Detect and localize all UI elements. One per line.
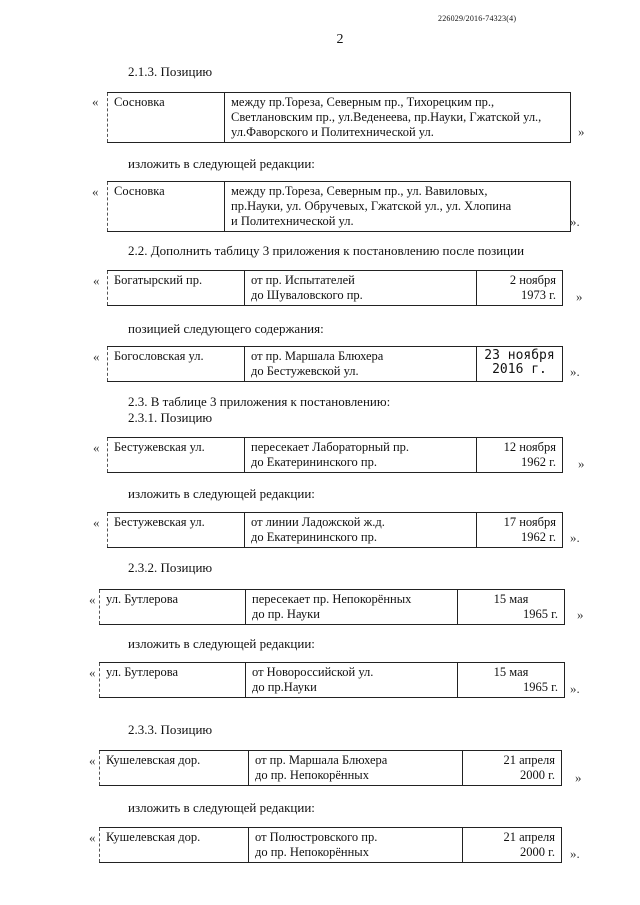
table-bogoslovskaya [107,346,563,382]
date-day: 15 мая [493,665,529,679]
table-butlerova-old [99,589,565,625]
extent-from: пересекает пр. Непокорённых [252,592,412,606]
table-cell-name: Бестужевская ул. [108,513,245,548]
close-quote: » [578,456,585,471]
description-line: пр.Науки, ул. Обручевых, Гжатской ул., ул. Хлопина [231,199,512,213]
close-quote: ». [570,530,580,545]
table-kushelevskaya-new [99,827,562,863]
extent-to: до Шуваловского пр. [251,288,363,302]
paragraph-position-content: позицией следующего содержания: [128,321,324,336]
description-line: и Политехнической ул. [231,214,354,228]
date-year: 2000 г. [520,845,555,859]
open-quote: « [93,349,100,364]
description-line: между пр.Тореза, Северным пр., Тихорецким пр., [231,95,495,109]
table-cell-date [458,590,565,625]
extent-to: до Екатерининского пр. [251,455,377,469]
table-cell-date [463,751,562,786]
paragraph-2-3-3: 2.3.3. Позицию [128,722,213,737]
table-cell-name: Сосновка [108,93,225,143]
date-day: 17 ноября [503,515,556,529]
table-cell-date [477,438,563,473]
table-cell-extent [246,663,458,698]
table-cell-name: Кушелевская дор. [100,828,249,863]
document-number: 226029/2016-74323(4) [438,14,517,23]
page-number: 2 [336,32,344,47]
open-quote: « [92,184,99,199]
extent-to: до пр. Науки [252,607,320,621]
open-quote: « [89,665,96,680]
extent-to: до Екатерининского пр. [251,530,377,544]
extent-to: до пр. Непокорённых [255,845,369,859]
table-cell-name: Сосновка [108,182,225,232]
table-cell-name: Богатырский пр. [108,271,245,306]
table-cell-extent [245,438,477,473]
table-cell-description [225,182,571,232]
date-day: 21 апреля [503,830,555,844]
paragraph-2-3-2: 2.3.2. Позицию [128,560,213,575]
date-day: 15 мая [493,592,529,606]
date-year: 1973 г. [521,288,556,302]
date-day: 21 апреля [503,753,555,767]
close-quote: » [577,607,584,622]
table-kushelevskaya-old [99,750,562,786]
table-cell-extent [246,590,458,625]
extent-from: пересекает Лабораторный пр. [251,440,410,454]
extent-from: от линии Ладожской ж.д. [251,515,385,529]
close-quote: ». [570,846,580,861]
date-year: 1962 г. [521,530,556,544]
table-cell-extent [249,828,463,863]
table-sosnovka-old [107,92,571,143]
date-year: 2016 г. [492,362,547,377]
date-year: 1965 г. [523,680,558,694]
table-cell-name: ул. Бутлерова [100,663,246,698]
date-year: 2000 г. [520,768,555,782]
table-cell-name: Кушелевская дор. [100,751,249,786]
open-quote: « [89,830,96,845]
paragraph-restate: изложить в следующей редакции: [128,156,315,171]
date-year: 1962 г. [521,455,556,469]
extent-from: от пр. Испытателей [251,273,355,287]
extent-from: от Полюстровского пр. [255,830,378,844]
table-cell-date [477,271,563,306]
close-quote: ». [570,364,580,379]
date-day: 12 ноября [503,440,556,454]
date-year: 1965 г. [523,607,558,621]
table-cell-extent [245,271,477,306]
table-cell-name: ул. Бутлерова [100,590,246,625]
paragraph-restate: изложить в следующей редакции: [128,800,315,815]
open-quote: « [93,273,100,288]
close-quote: » [575,770,582,785]
close-quote: » [576,289,583,304]
table-sosnovka-new [107,181,571,232]
close-quote: ». [570,681,580,696]
extent-from: от Новороссийской ул. [252,665,374,679]
paragraph-restate: изложить в следующей редакции: [128,486,315,501]
extent-from: от пр. Маршала Блюхера [255,753,388,767]
table-cell-name: Богословская ул. [108,347,245,382]
open-quote: « [93,515,100,530]
description-line: между пр.Тореза, Северным пр., ул. Вавиловых, [231,184,488,198]
extent-to: до пр.Науки [252,680,317,694]
date-day: 2 ноября [509,273,556,287]
extent-to: до Бестужевской ул. [251,364,359,378]
table-cell-date-typed [477,347,563,382]
open-quote: « [92,94,99,109]
table-butlerova-new [99,662,565,698]
table-cell-date [458,663,565,698]
paragraph-restate: изложить в следующей редакции: [128,636,315,651]
paragraph-2-3-1: 2.3.1. Позицию [128,410,213,425]
open-quote: « [89,753,96,768]
close-quote: » [578,124,585,139]
description-line: ул.Фаворского и Политехнической ул. [231,125,434,139]
extent-from: от пр. Маршала Блюхера [251,349,384,363]
date-day: 23 ноября [484,348,555,363]
table-cell-date [477,513,563,548]
close-quote: ». [570,214,580,229]
extent-to: до пр. Непокорённых [255,768,369,782]
table-cell-extent [245,347,477,382]
table-cell-name: Бестужевская ул. [108,438,245,473]
open-quote: « [89,592,96,607]
paragraph-2-2: 2.2. Дополнить таблицу 3 приложения к постановлению после позиции [128,243,525,258]
paragraph-2-3: 2.3. В таблице 3 приложения к постановлению: [128,394,391,409]
table-cell-extent [245,513,477,548]
table-cell-description [225,93,571,143]
table-bestuzhevskaya-old [107,437,563,473]
table-bestuzhevskaya-new [107,512,563,548]
table-cell-extent [249,751,463,786]
table-cell-date [463,828,562,863]
description-line: Светлановским пр., ул.Веденеева, пр.Науки, Гжатской ул., [231,110,542,124]
paragraph-2-1-3: 2.1.3. Позицию [128,64,213,79]
table-bogatyrsky [107,270,563,306]
open-quote: « [93,440,100,455]
